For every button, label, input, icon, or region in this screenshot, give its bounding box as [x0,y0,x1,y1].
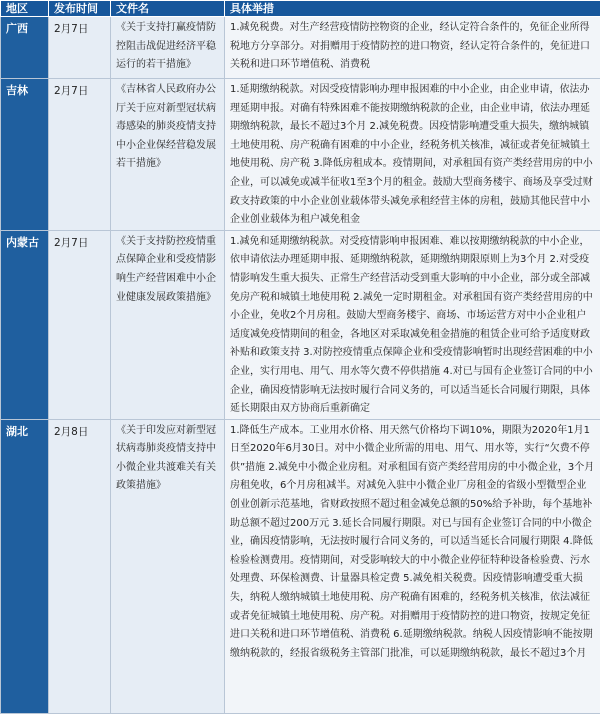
header-file: 文件名 [111,1,225,17]
header-date: 发布时间 [49,1,111,17]
table-row [1,17,600,79]
date-cell: 2月8日 [49,419,111,713]
region-cell: 湖北 [1,419,49,713]
detail-cell: 1.延期缴纳税款。对因受疫情影响办理申报困难的中小企业，由企业申请，依法办理延期申报。对确有特殊困难不能按期缴纳税款的企业，由企业申请，依法办理延期缴纳税款，最长不超过3个月 2.减免税费。因疫情影响遭受重大损失，缴纳城镇土地使用税、房产税确有困难的中小企业，经税务机关核准，减征或者免征城镇土地使用税、房产税 3.降低房租成本。疫情期间，对承租国有资产类经营用房的中小企业，可以减免或减半征收1至3个月的租金。鼓励大型商务楼宇、商场及享受过财政支持政策的中小企业创业载体带头减免承租经营主体的房租，鼓励其他民营中小企业创业载体为租户减免租金 [225,79,600,231]
table-row [1,230,600,419]
table-row [1,79,600,231]
region-cell: 吉林 [1,79,49,231]
date-cell: 2月7日 [49,17,111,79]
detail-cell: 1.减免税费。对生产经营疫情防控物资的企业，经认定符合条件的，免征企业所得税地方分享部分。对捐赠用于疫情防控的进口物资，经认定符合条件的，免征进口关税和进口环节增值税、消费税 [225,17,600,79]
header-region: 地区 [1,1,49,17]
file-name-cell: 《关于支持打赢疫情防控阻击战促进经济平稳运行的若干措施》 [111,17,225,79]
file-name-cell: 《吉林省人民政府办公厅关于应对新型冠状病毒感染的肺炎疫情支持中小企业保经营稳发展若干措施》 [111,79,225,231]
file-name-cell: 《关于印发应对新型冠状病毒肺炎疫情支持中小微企业共渡难关有关政策措施》 [111,419,225,713]
date-cell: 2月7日 [49,79,111,231]
region-cell: 广西 [1,17,49,79]
detail-cell: 1.减免和延期缴纳税款。对受疫情影响申报困难、难以按期缴纳税款的中小企业，依申请依法办理延期申报、延期缴纳税款，延期缴纳期限原则上为3个月 2.对受疫情影响发生重大损失、正常生产经营活动受到重大影响的中小企业，部分或全部减免房产税和城镇土地使用税 2.减免一定时期租金。对承租国有资产类经营用房的中小企业，免收2个月房租。鼓励大型商务楼宇、商场、市场运营方对中小企业租户适度减免疫情期间的租金，各地区对采取减免租金措施的租赁企业可给予适度财政补贴和政策支持 3.对防控疫情重点保障企业和受疫情影响暂时出现经营困难的中小企业，实行用电、用气、用水等欠费不停供措施 4.对已与国有企业签订合同的中小企业，确因疫情影响无法按时履行合同义务的，可以适当延长合同履行期限，具体延长期限由双方协商后重新确定 [225,230,600,419]
detail-cell: 1.降低生产成本。工业用水价格、用天然气价格均下调10%，期限为2020年1月1日至2020年6月30日。对中小微企业所需的用电、用气、用水等，实行“欠费不停供”措施 2.减免中小微企业房租。对承租国有资产类经营用房的中小微企业，3个月房租免收，6个月房租减半。对减免入驻中小微企业厂房租金的省级小型微型企业创业创新示范基地，省财政按照不超过租金减免总额的50%给予补助，每个基地补助总额不超过200万元 3.延长合同履行期限。对已与国有企业签订合同的中小微企业，确因疫情影响，无法按时履行合同义务的，可以适当延长合同履行期限 4.降低检验检测费用。疫情期间，对受影响较大的中小微企业停征特种设备检验费、污水处理费、环保检测费、计量器具检定费 5.减免相关税费。因疫情影响遭受重大损失，纳税人缴纳城镇土地使用税、房产税确有困难的，经税务机关核准，依法减征或者免征城镇土地使用税、房产税。对捐赠用于疫情防控的进口物资，按规定免征进口关税和进口环节增值税、消费税 6.延期缴纳税款。纳税人因疫情影响不能按期缴纳税款的，经报省级税务主管部门批准，可以延期缴纳税款，最长不超过3个月 [225,419,600,713]
header-row [1,1,600,17]
region-cell: 内蒙古 [1,230,49,419]
header-detail: 具体举措 [225,1,600,17]
date-cell: 2月7日 [49,230,111,419]
file-name-cell: 《关于支持防控疫情重点保障企业和受疫情影响生产经营困难中小企业健康发展政策措施》 [111,230,225,419]
table-row [1,419,600,713]
